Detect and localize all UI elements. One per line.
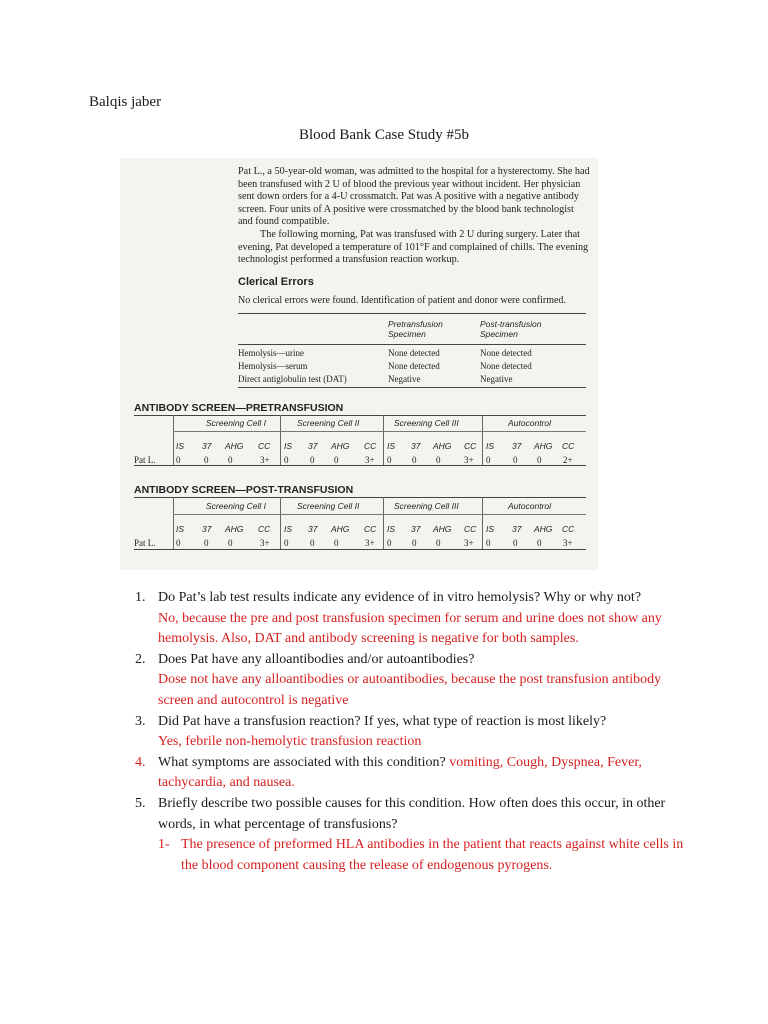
sub-is: IS — [387, 524, 396, 534]
sub-cc: CC — [258, 524, 271, 534]
value: 0 — [436, 538, 441, 548]
value: 0 — [176, 538, 181, 548]
sub-is: IS — [486, 524, 495, 534]
value: 0 — [228, 455, 233, 465]
value: 0 — [537, 538, 542, 548]
group-label: Screening Cell III — [394, 418, 459, 428]
sub-ahg: AHG — [331, 524, 350, 534]
sub-cc: CC — [464, 441, 477, 451]
col-post-line2: Specimen — [480, 329, 518, 339]
sub-answer-text: The presence of preformed HLA antibodies in the patient that reacts against white cells in the blood component causing the release of endogenous pyrogens. — [181, 837, 684, 873]
value: 3+ — [563, 538, 573, 548]
sub-37: 37 — [308, 441, 318, 451]
question-item — [135, 712, 695, 753]
row-label: Hemolysis—urine — [238, 348, 304, 358]
sub-cc: CC — [364, 524, 377, 534]
sub-37: 37 — [411, 524, 421, 534]
value: 3+ — [464, 538, 474, 548]
row-pre: None detected — [388, 361, 440, 371]
value: 0 — [412, 455, 417, 465]
question-number: 1. — [135, 590, 146, 605]
sub-37: 37 — [202, 524, 212, 534]
row-pre: Negative — [388, 374, 421, 384]
group-label: Autocontrol — [508, 501, 551, 511]
sub-37: 37 — [512, 524, 522, 534]
row-post: None detected — [480, 348, 532, 358]
value: 0 — [284, 455, 289, 465]
questions-list — [135, 588, 695, 876]
value: 0 — [387, 455, 392, 465]
value: 3+ — [464, 455, 474, 465]
question-text: Briefly describe two possible causes for this condition. How often does this occur, in other words, in what percentage of transfusions? — [158, 795, 666, 832]
question-item — [135, 650, 695, 712]
sub-37: 37 — [308, 524, 318, 534]
value: 0 — [228, 538, 233, 548]
question-number: 2. — [135, 651, 146, 667]
group-label: Screening Cell II — [297, 501, 360, 511]
question-item — [135, 794, 695, 876]
value: 0 — [310, 538, 315, 548]
sub-ahg: AHG — [225, 524, 244, 534]
sub-37: 37 — [411, 441, 421, 451]
col-post-line1: Post-transfusion — [480, 319, 542, 329]
patient-label: Pat L. — [134, 538, 156, 548]
value: 0 — [537, 455, 542, 465]
group-label: Screening Cell II — [297, 418, 360, 428]
value: 0 — [412, 538, 417, 548]
sub-answer — [158, 835, 695, 876]
question-number: 3. — [135, 713, 146, 729]
sub-cc: CC — [562, 441, 575, 451]
question-number: 4. — [135, 754, 146, 770]
answer-text: Yes, febrile non-hemolytic transfusion reaction — [158, 734, 422, 750]
sub-ahg: AHG — [433, 441, 452, 451]
sub-is: IS — [387, 441, 396, 451]
sub-is: IS — [284, 441, 293, 451]
value: 2+ — [563, 455, 573, 465]
row-post: None detected — [480, 361, 532, 371]
clerical-errors-text: No clerical errors were found. Identification of patient and donor were confirmed. — [238, 295, 566, 306]
value: 3+ — [260, 455, 270, 465]
sub-cc: CC — [464, 524, 477, 534]
value: 0 — [486, 455, 491, 465]
answer-text: No, because the pre and post transfusion specimen for serum and urine does not show any hemolysis. Also, DAT and antibody screening is negative for both samples. — [158, 610, 662, 647]
value: 3+ — [260, 538, 270, 548]
question-item — [135, 588, 695, 650]
case-narrative — [238, 166, 590, 267]
patient-label: Pat L. — [134, 455, 156, 465]
value: 0 — [513, 455, 518, 465]
sub-answer-number: 1- — [158, 837, 170, 853]
question-item — [135, 753, 695, 794]
scanned-case-image — [120, 158, 598, 570]
case-paragraph-2: The following morning, Pat was transfused with 2 U during surgery. Later that evening, Pat developed a temperature of 101°F and complained of chills. The evening technologist performed a transfusion reaction workup. — [238, 228, 589, 266]
value: 0 — [334, 455, 339, 465]
answer-text: vomiting, Cough, Dyspnea, Fever, tachycardia, and nausea. — [158, 754, 642, 791]
value: 0 — [436, 455, 441, 465]
sub-37: 37 — [202, 441, 212, 451]
value: 0 — [486, 538, 491, 548]
case-paragraph-1: Pat L., a 50-year-old woman, was admitted to the hospital for a hysterectomy. She had been transfused with 2 U of blood the previous year without incident. Her physician sent down orders for a 4-U crossmatch. Pat was A positive with a negative antibody screen. Four units of A positive were crossmatched by the blood bank technologist and found compatible. — [238, 166, 590, 228]
sub-is: IS — [176, 524, 185, 534]
row-post: Negative — [480, 374, 513, 384]
value: 0 — [176, 455, 181, 465]
group-label: Screening Cell I — [206, 501, 267, 511]
answer-text: Dose not have any alloantibodies or autoantibodies, because the post transfusion antibody screen and autocontrol is negative — [158, 672, 662, 708]
sub-ahg: AHG — [433, 524, 452, 534]
value: 0 — [310, 455, 315, 465]
group-label: Screening Cell III — [394, 501, 459, 511]
row-label: Direct antiglobulin test (DAT) — [238, 374, 347, 384]
group-label: Screening Cell I — [206, 418, 267, 428]
value: 0 — [204, 455, 209, 465]
value: 0 — [204, 538, 209, 548]
document-title: Blood Bank Case Study #5b — [298, 127, 469, 143]
question-text: Do Pat’s lab test results indicate any evidence of in vitro hemolysis? Why or why not? — [158, 590, 642, 605]
sub-37: 37 — [512, 441, 522, 451]
row-pre: None detected — [388, 348, 440, 358]
author-name: Balqis jaber — [89, 94, 162, 110]
question-text: What symptoms are associated with this condition? — [158, 754, 446, 770]
col-pre-line2: Specimen — [388, 329, 426, 339]
sub-ahg: AHG — [225, 441, 244, 451]
screen-heading: ANTIBODY SCREEN—PRETRANSFUSION — [134, 402, 344, 414]
group-label: Autocontrol — [508, 418, 551, 428]
value: 3+ — [365, 538, 375, 548]
sub-is: IS — [284, 524, 293, 534]
sub-ahg: AHG — [534, 441, 553, 451]
value: 0 — [387, 538, 392, 548]
col-pre-line1: Pretransfusion — [388, 319, 443, 329]
sub-ahg: AHG — [331, 441, 350, 451]
sub-cc: CC — [562, 524, 575, 534]
question-text: Does Pat have any alloantibodies and/or autoantibodies? — [158, 651, 475, 667]
screen-heading: ANTIBODY SCREEN—POST-TRANSFUSION — [134, 484, 354, 496]
clerical-errors-heading: Clerical Errors — [238, 276, 314, 288]
question-number: 5. — [135, 795, 146, 811]
row-label: Hemolysis—serum — [238, 361, 308, 371]
value: 0 — [334, 538, 339, 548]
sub-is: IS — [176, 441, 185, 451]
sub-ahg: AHG — [534, 524, 553, 534]
value: 0 — [284, 538, 289, 548]
sub-is: IS — [486, 441, 495, 451]
value: 3+ — [365, 455, 375, 465]
sub-cc: CC — [364, 441, 377, 451]
sub-cc: CC — [258, 441, 271, 451]
question-text: Did Pat have a transfusion reaction? If yes, what type of reaction is most likely? — [158, 713, 607, 729]
value: 0 — [513, 538, 518, 548]
